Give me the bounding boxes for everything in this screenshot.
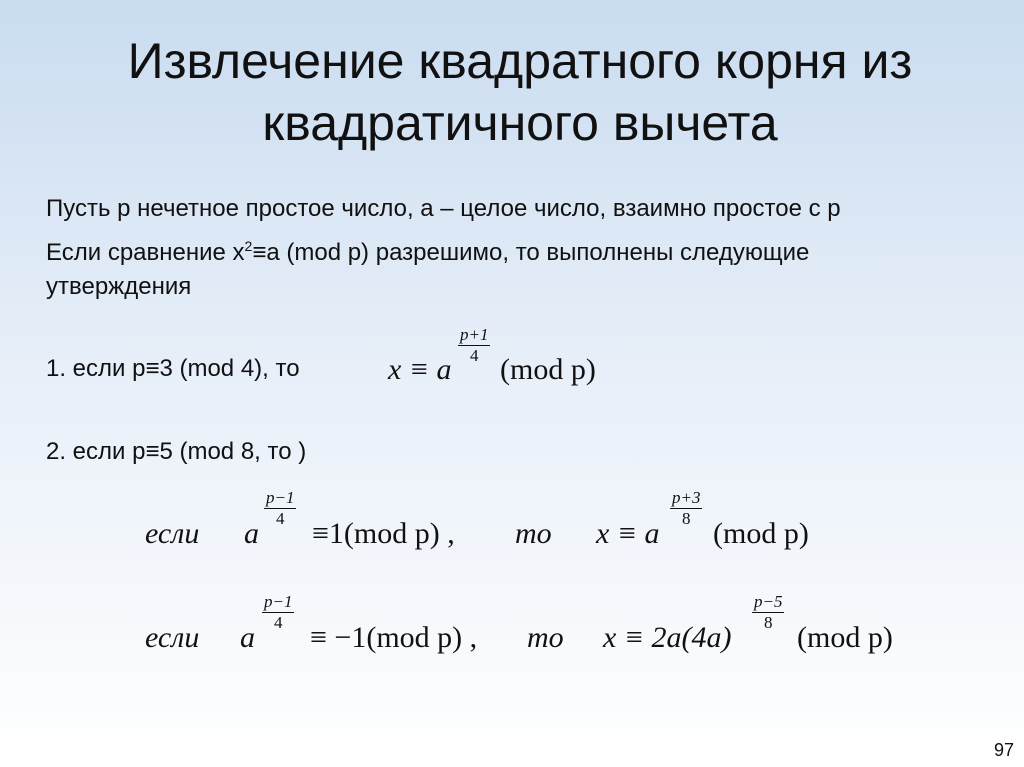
premise-text: Пусть p нечетное простое число, a – целое число, взаимно простое с p xyxy=(46,195,841,222)
formula-1-exp-num: p+1 xyxy=(460,325,489,344)
formula-2-res-exp-num: p+3 xyxy=(672,488,701,507)
formula-3-then: то xyxy=(527,621,564,654)
formula-3-result-mod: (mod p) xyxy=(797,621,893,654)
formula-2-result-mod: (mod p) xyxy=(713,517,809,550)
formula-1-mod: (mod p) xyxy=(500,353,596,386)
formula-2-then: то xyxy=(515,517,552,550)
formula-3-if: если xyxy=(145,621,200,654)
formula-3-exp-num: p−1 xyxy=(264,592,293,611)
slide-title xyxy=(40,30,1000,154)
page-number: 97 xyxy=(993,740,1014,760)
formula-3-condition: ≡ −1(mod p) , xyxy=(310,621,478,654)
formula-2-exp-num: p−1 xyxy=(266,488,295,507)
formula-3-exp-den: 4 xyxy=(273,613,283,632)
formula-3-result-exponent xyxy=(752,592,784,633)
condition-text-cont: утверждения xyxy=(46,273,192,300)
title-line-2: квадратичного вычета xyxy=(262,95,778,151)
case-2-text: 2. если p≡5 (mod 8, то ) xyxy=(46,438,307,465)
formula-2-result-exponent xyxy=(670,488,702,529)
formula-2-base: a xyxy=(244,517,259,550)
formula-2-if: если xyxy=(145,517,200,550)
formula-3-base: a xyxy=(240,621,255,654)
formula-3-res-exp-num: p−5 xyxy=(754,592,783,611)
formula-2-res-exp-den: 8 xyxy=(681,509,691,528)
case-1-text: 1. если p≡3 (mod 4), то xyxy=(46,355,300,382)
condition-text xyxy=(46,238,809,267)
formula-2-exponent xyxy=(264,488,296,529)
formula-2-exp-den: 4 xyxy=(275,509,285,528)
condition-superscript: 2 xyxy=(244,238,253,254)
condition-text-post: ≡a (mod p) разрешимо, то выполнены следующие xyxy=(252,239,810,266)
formula-3-res-exp-den: 8 xyxy=(763,613,773,632)
formula-3-exponent xyxy=(262,592,294,633)
title-line-1: Извлечение квадратного корня из xyxy=(127,33,913,89)
formula-1-exponent xyxy=(458,325,490,366)
formula-2-result: x ≡ a xyxy=(596,517,660,550)
formula-2-condition: ≡1(mod p) , xyxy=(312,517,455,550)
formula-1-lhs: x ≡ a xyxy=(388,353,452,386)
formula-3-result: x ≡ 2a(4a) xyxy=(603,621,732,654)
formula-1-exp-den: 4 xyxy=(469,346,479,365)
condition-text-pre: Если сравнение x xyxy=(46,239,245,266)
